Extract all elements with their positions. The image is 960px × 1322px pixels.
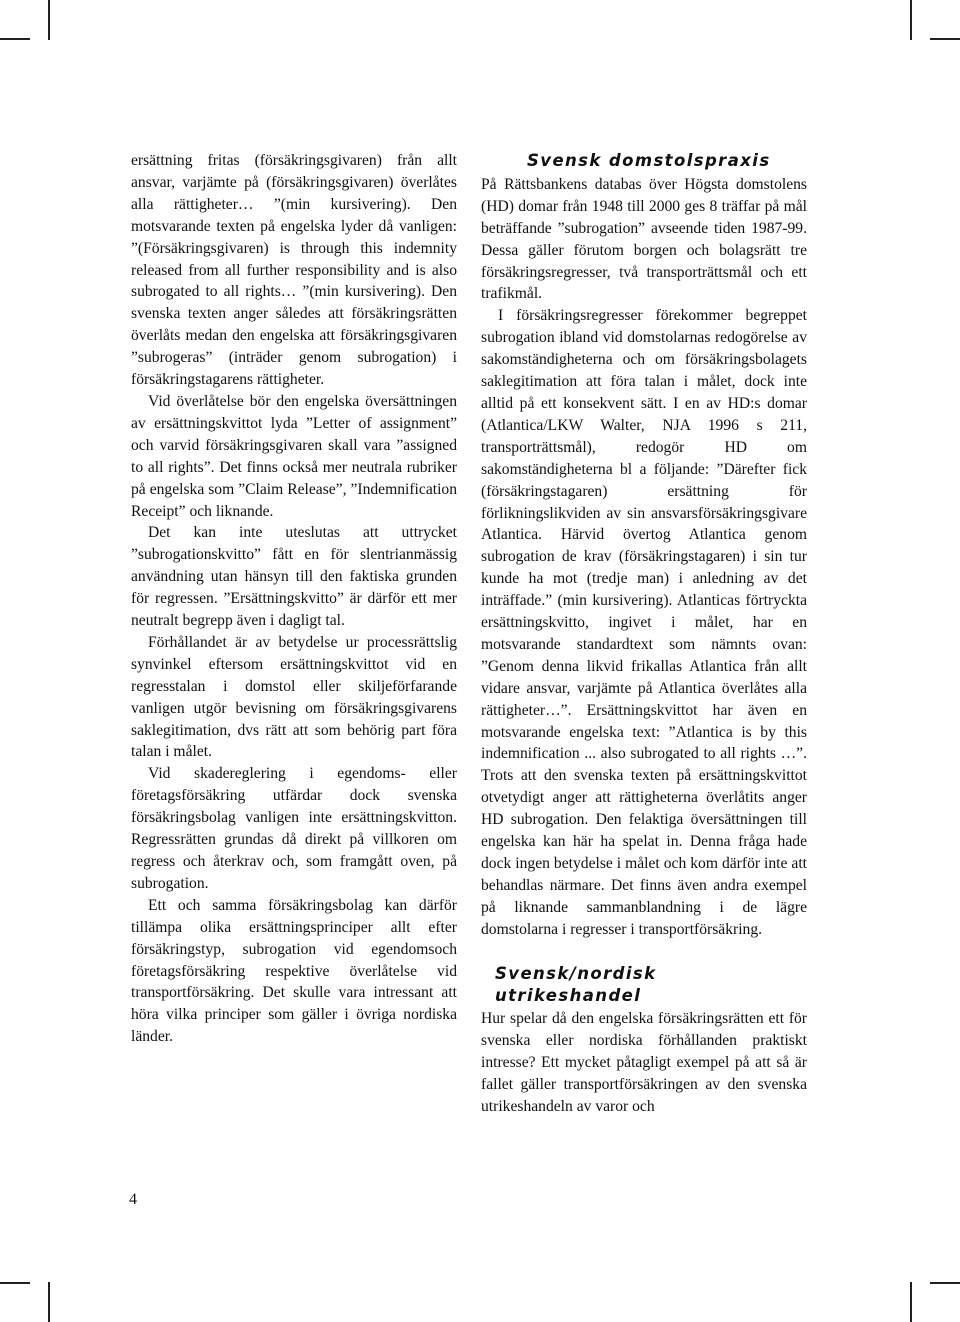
paragraph: I försäkringsregresser förekommer begreppet subrogation ibland vid domstolarnas redogörelse av sakomständigheterna och om försäkringsbolagets saklegitimation att föra talan i målet, dock inte alltid på ett konsekvent sätt. I en av HD:s domar (Atlantica/LKW Walter, NJA 1996 s 211, transporträttsmål), redogör HD om sakomständigheterna bl a följande: ”Därefter fick (försäkringstagaren) ersättning för förlikningslikviden av sin ansvarsförsäkringsgivare Atlantica. Härvid övertog Atlantica genom subrogation de krav (försäkringstagaren) i sin tur kunde ha mot (tredje man) i anledning av det inträffade.” (min kursivering). Atlanticas förtryckta ersättningskvitto, ingivet i målet, har en motsvarande standardtext som nämnts ovan: ”Genom denna likvid frikallas Atlantica från allt vidare ansvar, varjämte på Atlantica överlåtes alla rättigheter…”. Ersättningskvittot har även en motsvarande engelska text: ”Atlantica is by this indemnification ... also subrogated to all rights …”. Trots att den svenska texten på ersättningskvittot otvetydigt anger att rättigheterna överlåtits anger HD subrogation. Den felaktiga översättningen till engelska kan här ha spelat in. Denna fråga hade dock ingen betydelse i målet och kom därför inte att behandlas närmare. Det finns även andra exempel på liknande sammanblandning i de lägre domstolarna i regresser i transportförsäkring. [481,307,807,938]
left-column [131,150,457,1048]
paragraph: Vid överlåtelse bör den engelska översättningen av ersättningskvittot lyda ”Letter of assignment” och varvid försäkringsgivaren skall vara ”assigned to all rights”. Det finns också mer neutrala rubriker på engelska som ”Claim Release”, ”Indemnification Receipt” och liknande. [131,392,457,520]
section-heading: Svensk/nordisk utrikeshandel [495,963,657,1005]
crop-mark-bottom-right-v [910,1282,912,1322]
section-heading: Svensk domstolspraxis [527,151,771,170]
crop-mark-top-right-h [930,38,960,40]
crop-mark-top-left-v [48,0,50,40]
crop-mark-bottom-left-h [0,1282,30,1284]
crop-mark-bottom-right-h [930,1282,960,1284]
right-column [481,150,807,1118]
crop-mark-top-right-v [910,0,912,40]
page-number: 4 [129,1191,137,1208]
paragraph: ersättning fritas (försäkringsgivaren) från allt ansvar, varjämte på (försäkringsgivaren) överlåtes alla rättigheter… ”(min kursivering). Den motsvarande texten på engelska lyder då vanligen: ”(Försäkringsgivaren) is through this indemnity released from all further responsibility and is also subrogated to all rights… ”(min kursivering). Den svenska texten anger således att försäkringsrätten överlåts medan den engelska att försäkringsgivaren ”subrogeras” (inträder genom subrogation) i försäkringstagarens rättigheter. [131,152,457,389]
paragraph: Vid skadereglering i egendoms- eller företagsförsäkring utfärdar dock svenska försäkringsbolag vanligen inte ersättningskvitton. Regressrätten grundas då direkt på villkoren om regress och återkrav och, som framgått oven, på subrogation. [131,765,457,892]
paragraph: Det kan inte uteslutas att uttrycket ”subrogationskvitto” fått en för slentrianmässig användning utan hänsyn till den faktiska grunden för regressen. ”Ersättningskvitto” är därför ett mer neutralt begrepp även i dagligt tal. [131,524,457,630]
paragraph: Ett och samma försäkringsbolag kan därför tillämpa olika ersättningsprinciper allt efter försäkringstyp, subrogation vid egendomsoch företagsförsäkring respektive överlåtelse vid transportförsäkring. Det skulle vara intressant att höra vilka principer som gäller i övriga nordiska länder. [131,896,457,1046]
crop-mark-bottom-left-v [48,1282,50,1322]
paragraph: Förhållandet är av betydelse ur processrättslig synvinkel eftersom ersättningskvittot vid en regresstalan i domstol eller skiljeförfarande vanligen utgör bevisning om försäkringsgivarens saklegitimation, dvs rätt att som behörig part föra talan i målet. [131,633,457,761]
paragraph: Hur spelar då den engelska försäkringsrätten ett för svenska eller nordiska förhållanden praktiskt intresse? Ett mycket påtagligt exempel på att så är fallet gäller transportförsäkringen av den svenska utrikeshandeln av varor och [481,1010,807,1116]
paragraph: På Rättsbankens databas över Högsta domstolens (HD) domar från 1948 till 2000 ges 8 träffar på mål beträffande ”subrogation” avseende tiden 1987-99. Dessa gäller förutom borgen och bolagsrätt tre försäkringsregresser, två transporträttsmål och ett trafikmål. [481,175,807,303]
crop-mark-top-left-h [0,38,30,40]
